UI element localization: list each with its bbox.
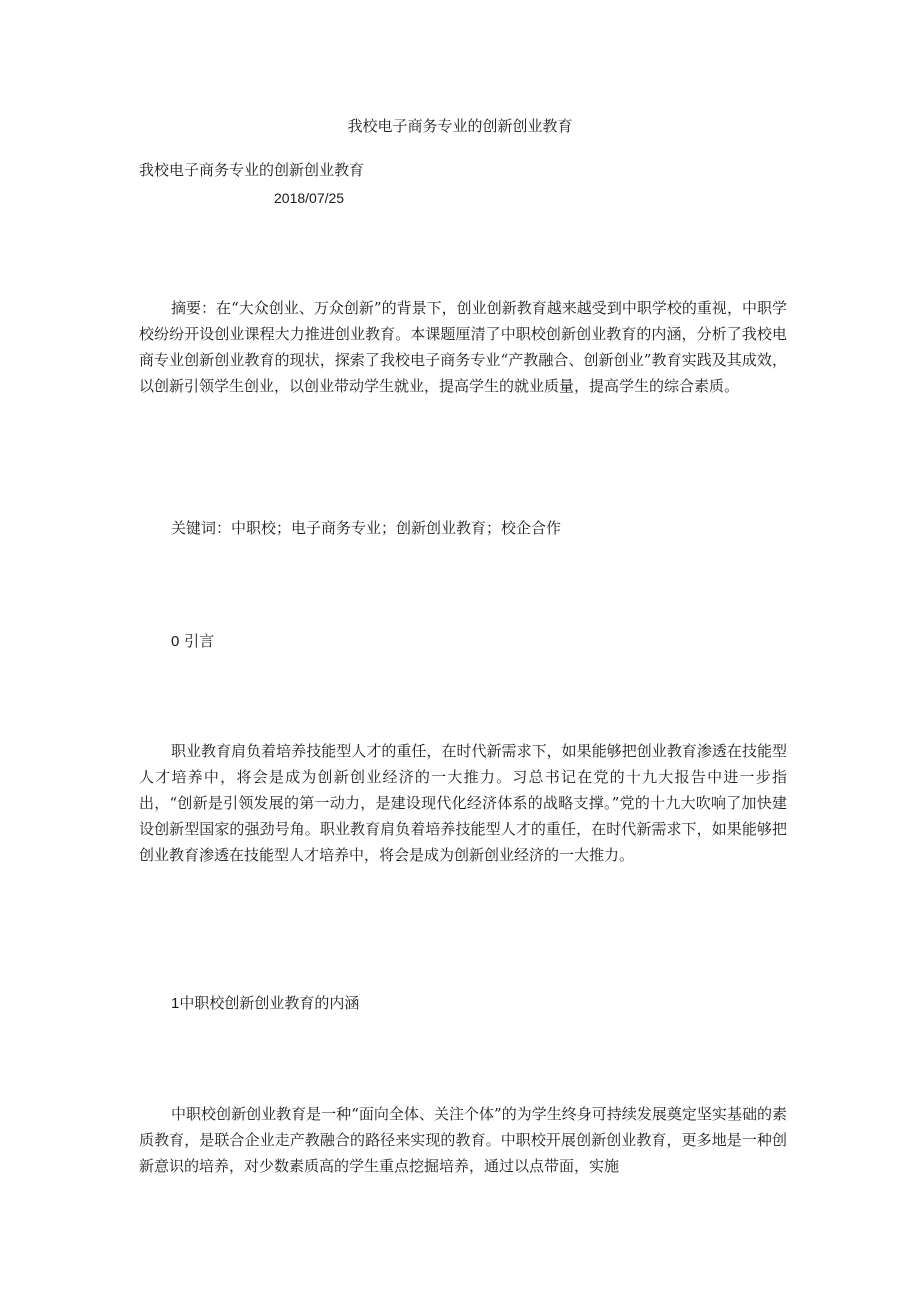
section-heading-connotation [171,993,359,1014]
document-subtitle: 我校电子商务专业的创新创业教育 [139,161,365,179]
abstract-paragraph: 摘要：在“大众创业、万众创新”的背景下，创业创新教育越来越受到中职学校的重视，中职学校纷纷开设创业课程大力推进创业教育。本课题厘清了中职校创新创业教育的内涵，分析了我校电商专业创新创业教育的现状，探索了我校电子商务专业“产教融合、创新创业”教育实践及其成效，以创新引领学生创业，以创业带动学生就业，提高学生的就业质量，提高学生的综合素质。 [139,299,787,395]
section-heading-intro [171,631,214,652]
keywords-line: 关键词：中职校；电子商务专业；创新创业教育；校企合作 [171,519,562,537]
intro-paragraph: 职业教育肩负着培养技能型人才的重任，在时代新需求下，如果能够把创业教育渗透在技能型人才培养中，将会是成为创新创业经济的一大推力。习总书记在党的十九大报告中进一步指出，“创新是引领发展的第一动力，是建设现代化经济体系的战略支撑。”党的十九大吹响了加快建设创新型国家的强劲号角。职业教育肩负着培养技能型人才的重任，在时代新需求下，如果能够把创业教育渗透在技能型人才培养中，将会是成为创新创业经济的一大推力。 [139,742,787,864]
publish-date: 2018/07/25 [274,190,345,206]
section-heading-text: 中职校创新创业教育的内涵 [179,994,360,1012]
document-title: 我校电子商务专业的创新创业教育 [347,117,573,135]
section-number: 0 [171,633,180,650]
connotation-paragraph: 中职校创新创业教育是一种“面向全体、关注个体”的为学生终身可持续发展奠定坚实基础的素质教育，是联合企业走产教融合的路径来实现的教育。中职校开展创新创业教育，更多地是一种创新意识的培养，对少数素质高的学生重点挖掘培养，通过以点带面，实施 [139,1105,787,1175]
section-number: 1 [171,995,180,1012]
section-heading-text: 引言 [184,632,215,650]
